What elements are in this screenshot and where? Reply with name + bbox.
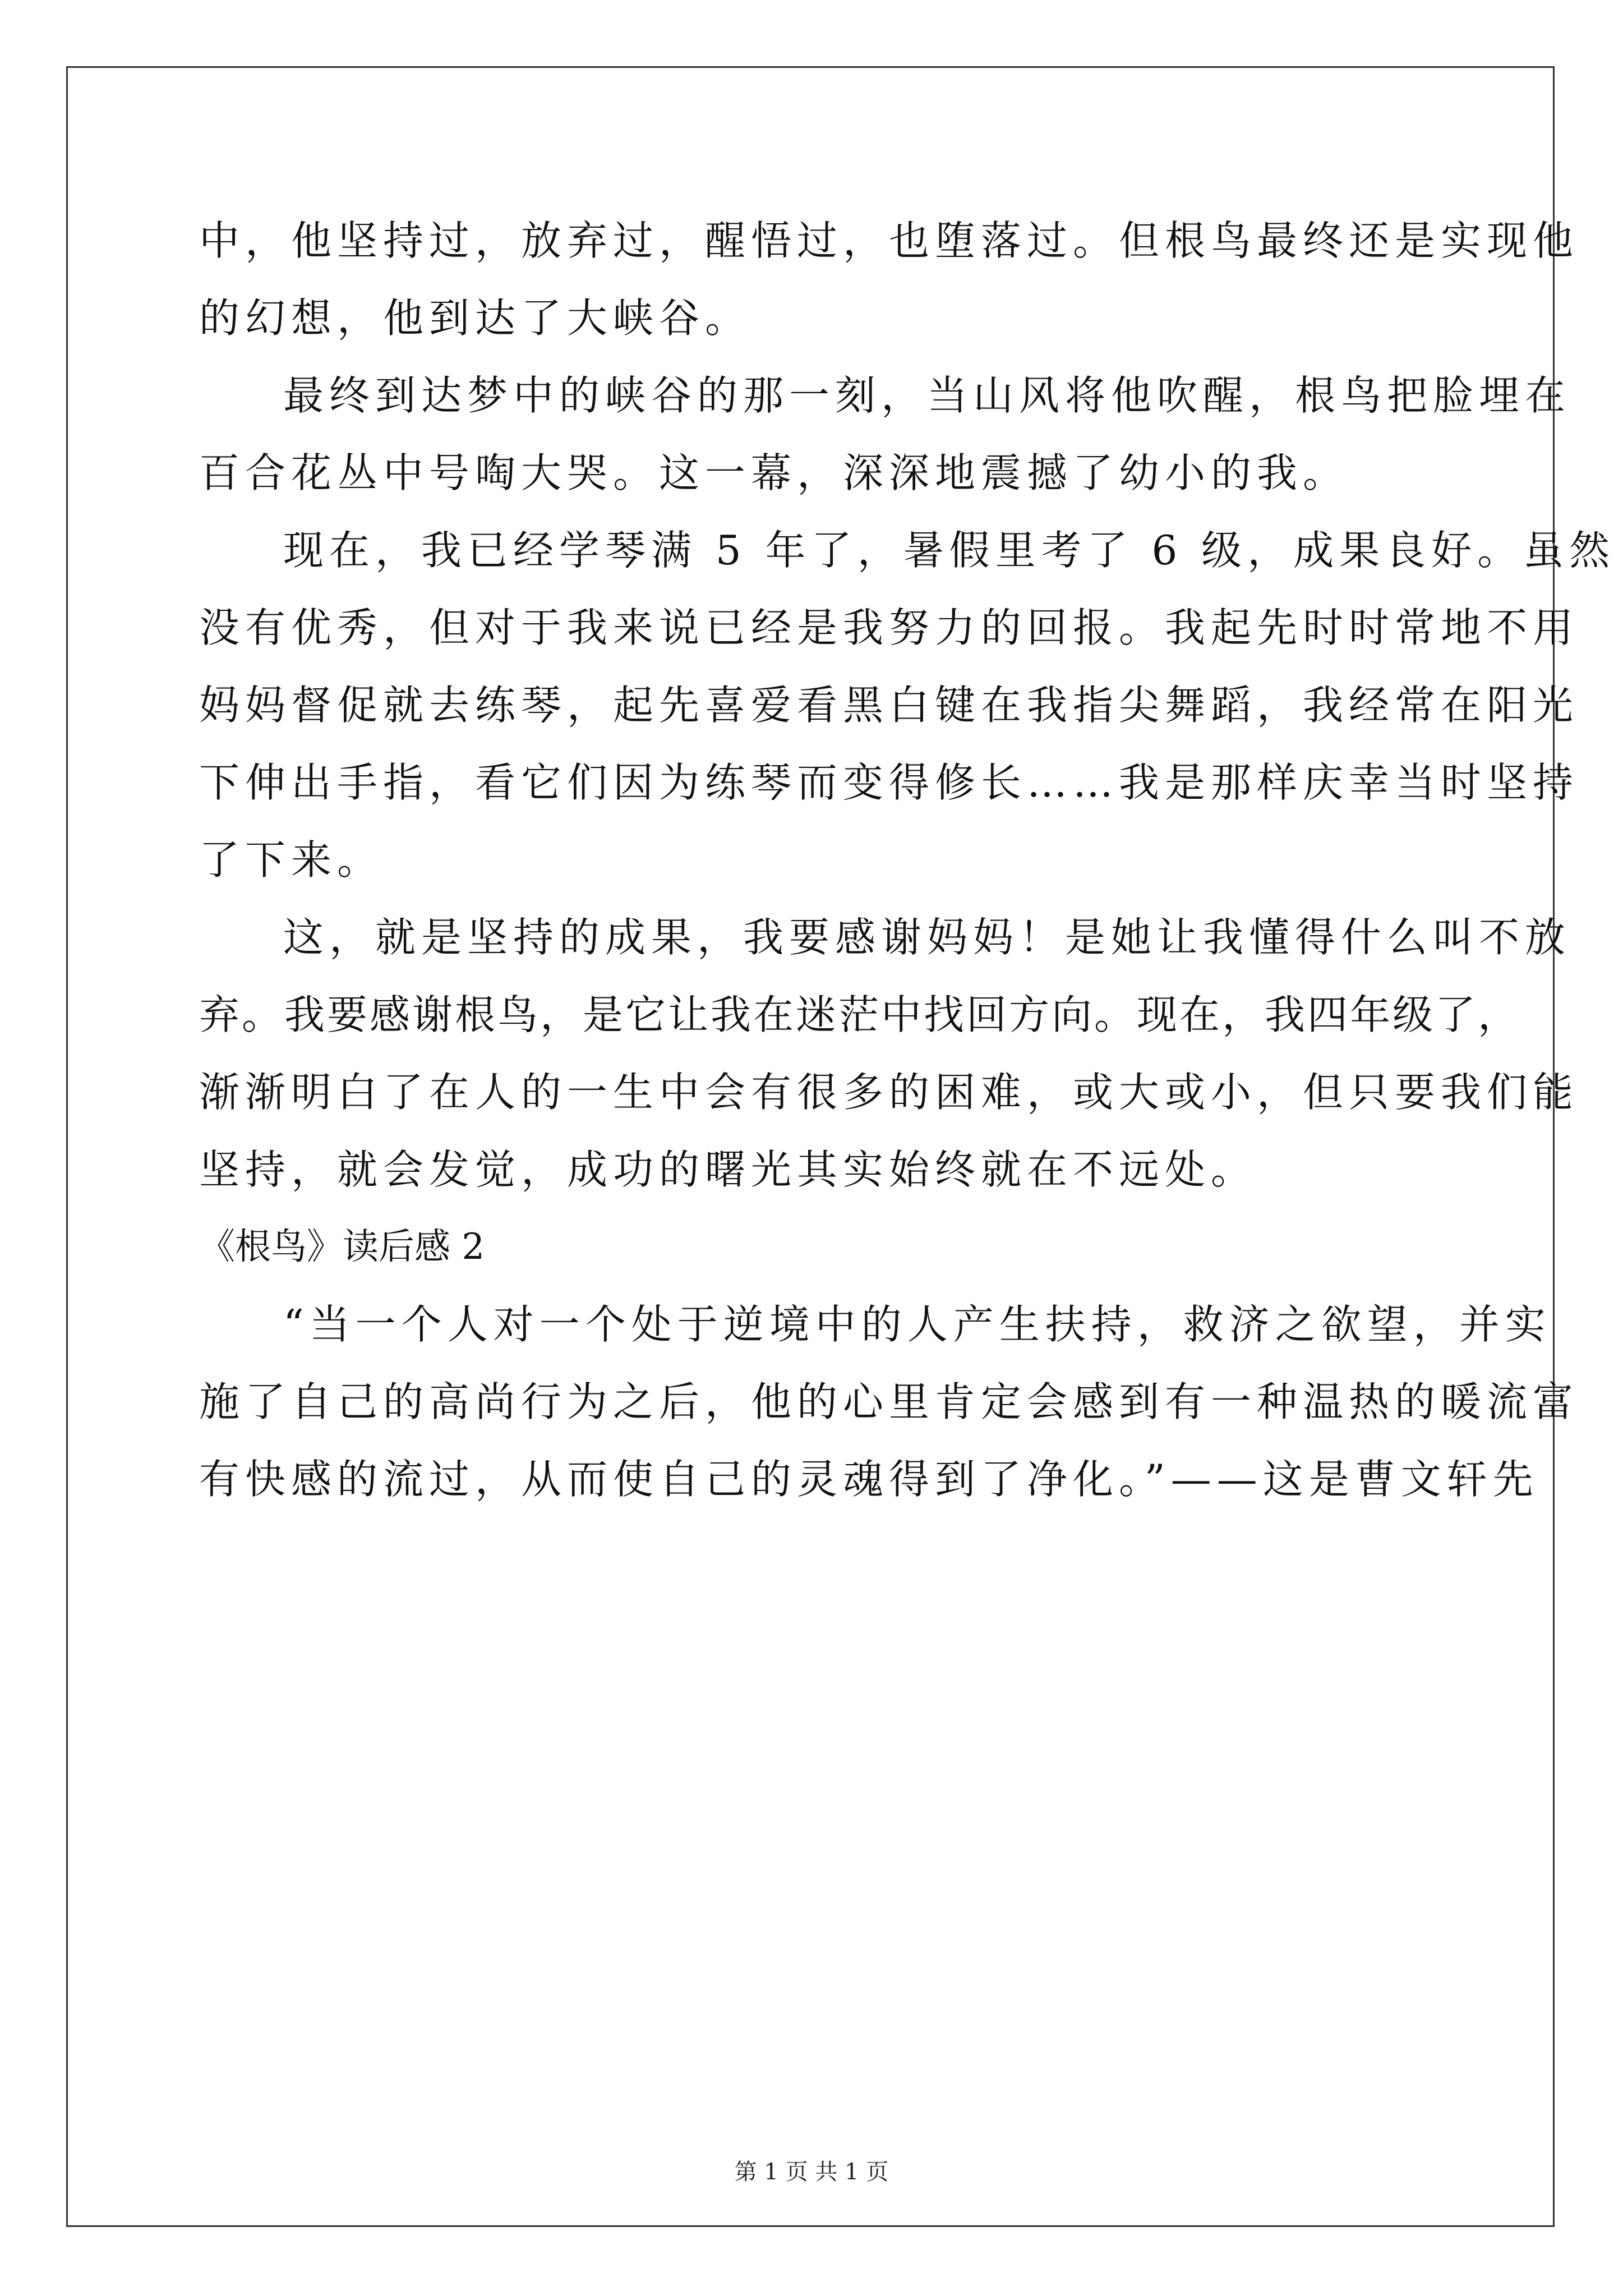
text-line: 的幻想，他到达了大峡谷。 <box>199 295 751 342</box>
text-line: 中，他坚持过，放弃过，醒悟过，也堕落过。但根鸟最终还是实现他 <box>199 217 1579 264</box>
text-line: 有快感的流过，从而使自己的灵魂得到了净化。”——这是曹文轩先 <box>199 1456 1539 1503</box>
text-line: 下伸出手指，看它们因为练琴而变得修长……我是那样庆幸当时坚持 <box>199 759 1579 806</box>
text-line: 施了自己的高尚行为之后，他的心里肯定会感到有一种温热的暖流富 <box>199 1378 1579 1425</box>
paragraph-gratitude <box>199 899 1579 1208</box>
section-heading: 《根鸟》读后感 2 <box>199 1226 485 1268</box>
text-line: 弃。我要感谢根鸟，是它让我在迷茫中找回方向。现在，我四年级了， <box>199 991 1521 1038</box>
text-line: 坚持，就会发觉，成功的曙光其实始终就在不远处。 <box>199 1146 1257 1193</box>
text-line: 这，就是坚持的成果，我要感谢妈妈！是她让我懂得什么叫不放 <box>283 914 1571 961</box>
paragraph-continuation <box>199 202 1579 357</box>
text-line: 渐渐明白了在人的一生中会有很多的困难，或大或小，但只要我们能 <box>199 1069 1579 1116</box>
paragraph-quote <box>199 1286 1579 1518</box>
document-body <box>199 202 1616 1518</box>
text-line: “当一个人对一个处于逆境中的人产生扶持，救济之欲望，并实 <box>283 1301 1551 1348</box>
text-line: 最终到达梦中的峡谷的那一刻，当山风将他吹醒，根鸟把脸埋在 <box>283 372 1571 419</box>
text-line: 妈妈督促就去练琴，起先喜爱看黑白键在我指尖舞蹈，我经常在阳光 <box>199 682 1579 729</box>
paragraph-canyon <box>199 357 1571 512</box>
text-line: 现在，我已经学琴满 5 年了，暑假里考了 6 级，成果良好。虽然 <box>283 527 1616 574</box>
text-line: 没有优秀，但对于我来说已经是我努力的回报。我起先时时常地不用 <box>199 604 1579 651</box>
text-line: 百合花丛中号啕大哭。这一幕，深深地震撼了幼小的我。 <box>199 449 1349 496</box>
text-line: 了下来。 <box>199 836 384 884</box>
page-number-footer: 第 1 页 共 1 页 <box>734 2159 889 2185</box>
paragraph-piano <box>199 512 1616 899</box>
